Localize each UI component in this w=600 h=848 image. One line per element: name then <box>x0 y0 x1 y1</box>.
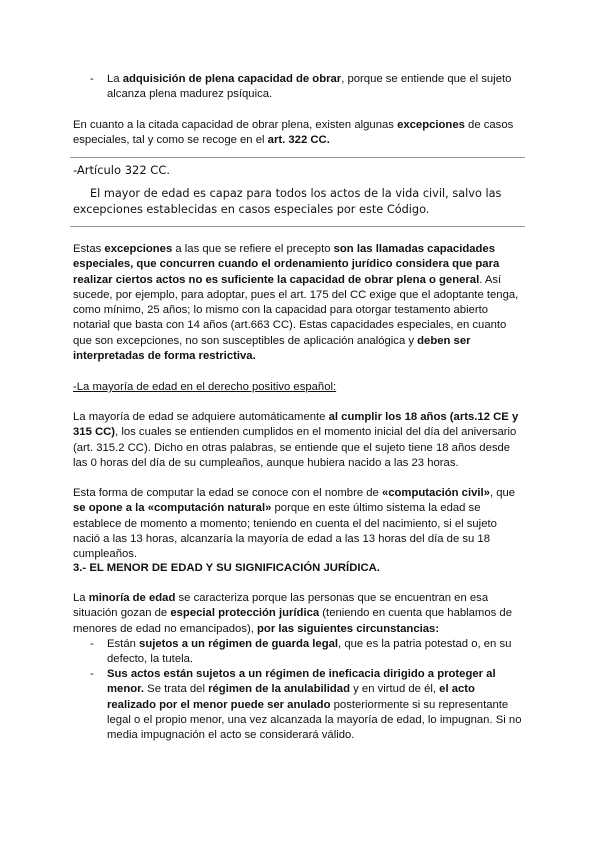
article-title: -Artículo 322 CC. <box>73 163 171 177</box>
bullet-dash: - <box>90 73 94 85</box>
divider-bottom <box>70 226 525 227</box>
article-text: El mayor de edad es capaz para todos los actos de la vida civil, salvo las excepciones establecidas en casos especiales por este Código. <box>73 187 502 216</box>
bullet-dash: - <box>90 638 94 650</box>
minority-paragraph: La minoría de edad se caracteriza porque las personas que se encuentran en esa situación gozan de especial protección jurídica (teniendo en cuenta que hablamos de menores de edad no emancipados), por las siguientes circunstancias: <box>73 592 512 635</box>
intro-paragraph: En cuanto a la citada capacidad de obrar plena, existen algunas excepciones de casos especiales, tal y como se recoge en el art. 322 CC. <box>73 119 514 147</box>
majority-paragraph: La mayoría de edad se adquiere automáticamente al cumplir los 18 años (arts.12 CE y 315 CC), los cuales se entienden cumplidos en el momento inicial del día del aniversario (art. 315.2 CC). Dicho en otras palabras, se entiende que el sujeto tiene 18 años desde las 0 horas del día de su cumpleaños, aunque hubiera nacido a las 23 horas. <box>73 411 519 469</box>
bullet-legal-guard: Están sujetos a un régimen de guarda legal, que es la patria potestad o, en su defecto, la tutela. <box>107 638 512 666</box>
exceptions-paragraph: Estas excepciones a las que se refiere el precepto son las llamadas capacidades especiales, que concurren cuando el ordenamiento jurídico considera que para realizar ciertos actos no es suficiente la capacidad de obrar plena o general. Así sucede, por ejemplo, para adoptar, pues el art. 175 del CC exige que el adoptante tenga, como mínimo, 25 años; lo mismo con la capacidad para otorgar testamento abierto notarial que basta con 14 años (art.663 CC). Estas capacidades especiales, en cuanto que son excepciones, no son susceptibles de aplicación analógica y deben ser interpretadas de forma restrictiva. <box>73 243 519 363</box>
majority-heading: -La mayoría de edad en el derecho positivo español: <box>73 381 337 393</box>
bullet-voidability: Sus actos están sujetos a un régimen de ineficacia dirigido a proteger al menor. Se trata del régimen de la anulabilidad y en virtud de él, el acto realizado por el menor puede ser anulado posteriormente si su representante legal o el propio menor, una vez alcanzada la mayoría de edad, lo impugnan. Si no media impugnación el acto se considerará válido. <box>107 668 522 742</box>
bullet-dash: - <box>90 668 94 680</box>
divider-top <box>70 157 525 158</box>
computation-paragraph: Esta forma de computar la edad se conoce con el nombre de «computación civil», que se opone a la «computación natural» porque en este último sistema la edad se establece de momento a momento; teniendo en cuenta el del nacimiento, si el sujeto nació a las 13 horas, alcanzaría la mayoría de edad a las 13 horas del día de su 18 cumpleaños. <box>73 487 516 561</box>
bullet-full-capacity: La adquisición de plena capacidad de obrar, porque se entiende que el sujeto alcanza plena madurez psíquica. <box>107 73 512 101</box>
section-title: 3.- EL MENOR DE EDAD Y SU SIGNIFICACIÓN JURÍDICA. <box>73 562 380 574</box>
